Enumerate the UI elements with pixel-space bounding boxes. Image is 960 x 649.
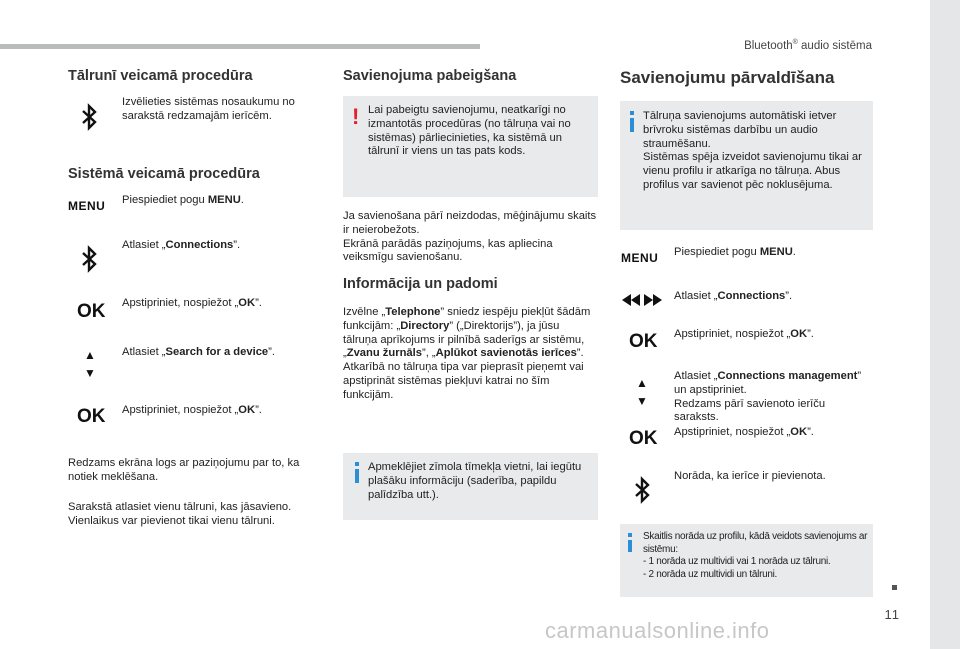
page-number: 11 [884,607,900,622]
step-press-menu: Piespiediet pogu MENU. [674,246,796,258]
step-connections-management: Atlasiet „Connections management” un apstipriniet. Redzams pārī savienoto ierīču saraksts. [674,370,862,424]
step-press-menu: Piespiediet pogu MENU. [122,194,244,206]
info-box-text: Tālruņa savienojums automātiski ietver brīvroku sistēmas darbību un audio straumēšanu. Sistēmas spēja izveidot savienojumu tikai ar vienu profilu ir atkarīga no tālruņa. Abus profilus var savienot pēc noklusējuma. [643,110,862,191]
paragraph-searching: Redzams ekrāna logs ar paziņojumu par to, ka notiek meklēšana. [68,457,300,483]
up-down-arrows-icon: ▲ ▼ [84,348,96,380]
paragraph-pairing-fail: Ja savienošana pārī neizdodas, mēģinājumu skaits ir neierobežots. Ekrānā parādās paziņojums, kas apliecina veiksmīgu savienošanu. [343,210,597,264]
ok-button-icon: OK [629,331,658,352]
step-select-system-name: Izvēlieties sistēmas nosaukumu no sarakstā redzamajām ierīcēm. [122,96,295,122]
heading-connection-finish: Savienojuma pabeigšana [343,68,517,84]
heading-info-tips: Informācija un padomi [343,276,498,292]
menu-button-icon: MENU [621,251,659,265]
bluetooth-icon [80,245,98,273]
step-confirm-ok: Apstipriniet, nospiežot „OK”. [674,328,814,340]
ok-button-icon: OK [629,428,658,449]
step-search-device: Atlasiet „Search for a device”. [122,346,275,358]
info-icon [630,118,634,132]
info-icon [355,469,359,483]
step-confirm-ok: Apstipriniet, nospiežot „OK”. [674,426,814,438]
step-confirm-ok: Apstipriniet, nospiežot „OK”. [122,404,262,416]
bluetooth-icon [633,476,651,504]
page-marker [892,585,897,590]
note-box [620,524,873,597]
note-text: Apmeklējiet zīmola tīmekļa vietni, lai iegūtu plašāku informāciju (saderība, papildu palīdzība utt.). [368,461,582,501]
watermark: carmanualsonline.info [545,618,770,643]
step-confirm-ok: Apstipriniet, nospiežot „OK”. [122,297,262,309]
warning-box [343,96,598,197]
menu-button-icon: MENU [68,199,106,213]
paragraph-telephone-menu: Izvēlne „Telephone” sniedz iespēju piekļūt šādām funkcijām: „Directory” („Direktorijs”), ja jūsu tālruņa aprīkojums ir pilnībā saderīgs ar sistēmu, „Zvanu žurnāls”, „Aplūkot savienotās ierīces”. Atkarībā no tālruņa tipa var pieprasīt pieņemt vai apstiprināt sistēmas piekļuvi katrai no šīm funkcijām. [343,306,591,401]
step-select-connections: Atlasiet „Connections”. [122,239,241,251]
step-device-connected: Norāda, ka ierīce ir pievienota. [674,470,826,482]
heading-phone-procedure: Tālrunī veicamā procedūra [68,68,253,84]
side-tab [930,0,960,649]
bluetooth-icon [80,103,98,131]
warning-text: Lai pabeigtu savienojumu, neatkarīgi no izmantotās procedūras (no tālruņa vai no sistēmas) pārliecinieties, ka sistēmā un tālrunī ir viens un tas pats kods. [368,104,571,158]
info-icon [628,540,632,552]
prev-next-icon [620,293,664,312]
ok-button-icon: OK [77,301,106,322]
heading-system-procedure: Sistēmā veicamā procedūra [68,166,260,182]
header-rule [0,44,480,49]
up-down-arrows-icon: ▲ ▼ [636,376,648,408]
step-select-connections: Atlasiet „Connections”. [674,290,793,302]
heading-manage-connections: Savienojumu pārvaldīšana [620,68,835,87]
paragraph-select-phone: Sarakstā atlasiet vienu tālruni, kas jāsavieno. Vienlaikus var pievienot tikai vienu tālruni. [68,501,292,527]
note-text: Skaitlis norāda uz profilu, kādā veidots savienojums ar sistēmu: - 1 norāda uz multividi vai 1 norāda uz tālruni. - 2 norāda uz multividi un tālruni. [643,531,868,580]
info-box [620,101,873,230]
warning-icon: ! [352,104,360,129]
ok-button-icon: OK [77,406,106,427]
page-header-title: Bluetooth® audio sistēma [744,39,872,52]
note-box [343,453,598,520]
